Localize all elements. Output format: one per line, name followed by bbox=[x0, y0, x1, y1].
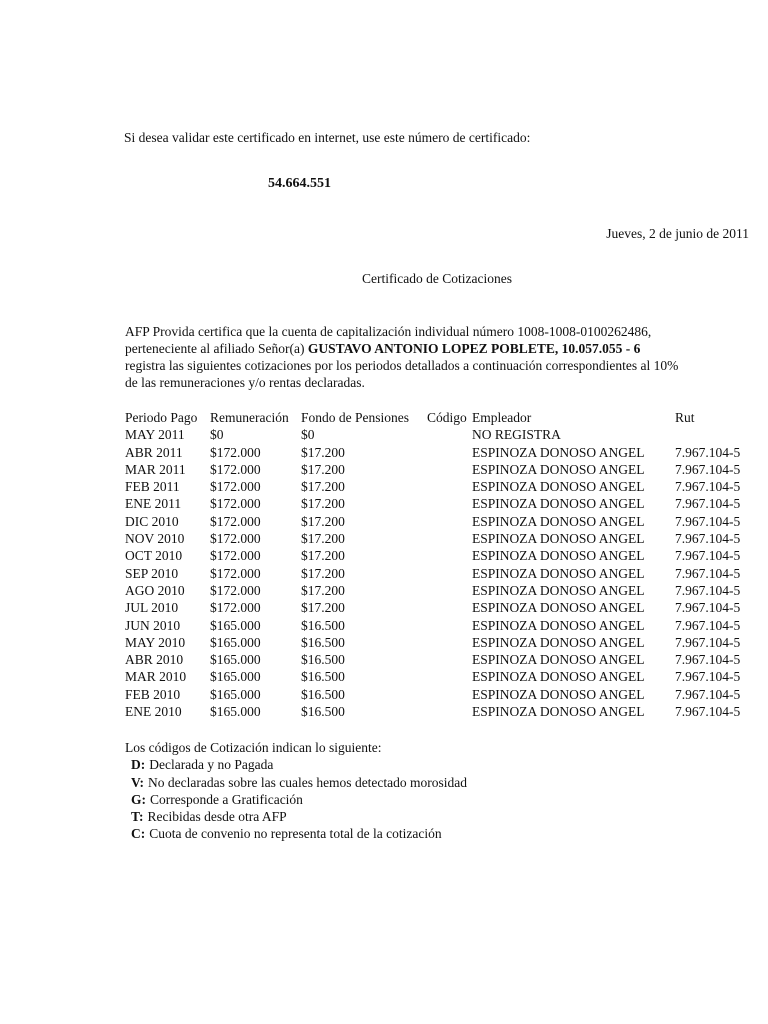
cell-rut: 7.967.104-5 bbox=[675, 600, 741, 616]
header-codigo: Código bbox=[427, 410, 467, 425]
intro-line-3: registra las siguientes cotizaciones por los periodos detallados a continuación correspondientes al 10% bbox=[125, 358, 679, 373]
legend-text: Recibidas desde otra AFP bbox=[147, 809, 287, 825]
cell-remuneracion: $165.000 bbox=[210, 617, 261, 633]
cell-rut: 7.967.104-5 bbox=[675, 634, 741, 650]
cell-periodo: DIC 2010 bbox=[125, 513, 179, 529]
cell-remuneracion: $172.000 bbox=[210, 548, 261, 564]
legend-code: V: bbox=[131, 774, 145, 790]
codes-legend bbox=[125, 739, 467, 843]
header-fondo: Fondo de Pensiones bbox=[301, 410, 409, 425]
intro-paragraph bbox=[125, 323, 755, 391]
cell-rut: 7.967.104-5 bbox=[675, 461, 741, 477]
cell-remuneracion: $172.000 bbox=[210, 531, 261, 547]
cell-remuneracion: $172.000 bbox=[210, 582, 261, 598]
cell-rut: 7.967.104-5 bbox=[675, 513, 741, 529]
affiliate-name: GUSTAVO ANTONIO LOPEZ POBLETE, 10.057.055 - 6 bbox=[307, 341, 641, 356]
validation-instructions: Si desea validar este certificado en internet, use este número de certificado: bbox=[124, 130, 531, 145]
cell-empleador: ESPINOZA DONOSO ANGEL bbox=[472, 461, 645, 477]
cell-empleador: ESPINOZA DONOSO ANGEL bbox=[472, 652, 645, 668]
cell-empleador: ESPINOZA DONOSO ANGEL bbox=[472, 669, 645, 685]
table-row bbox=[125, 599, 755, 616]
legend-code: C: bbox=[131, 826, 146, 842]
cell-fondo: $17.200 bbox=[301, 444, 345, 460]
cell-periodo: NOV 2010 bbox=[125, 531, 185, 547]
cell-remuneracion: $172.000 bbox=[210, 496, 261, 512]
cell-remuneracion: $165.000 bbox=[210, 634, 261, 650]
cell-rut: 7.967.104-5 bbox=[675, 652, 741, 668]
cell-empleador: ESPINOZA DONOSO ANGEL bbox=[472, 496, 645, 512]
cell-remuneracion: $165.000 bbox=[210, 652, 261, 668]
intro-line-2-prefix: perteneciente al afiliado Señor(a) bbox=[125, 341, 308, 356]
cell-fondo: $16.500 bbox=[301, 634, 345, 650]
cell-empleador: ESPINOZA DONOSO ANGEL bbox=[472, 634, 645, 650]
header-rut: Rut bbox=[675, 410, 695, 425]
legend-items bbox=[125, 756, 467, 842]
cell-rut: 7.967.104-5 bbox=[675, 496, 741, 512]
table-row bbox=[125, 478, 755, 495]
legend-item bbox=[125, 774, 467, 791]
certificate-number: 54.664.551 bbox=[268, 176, 331, 191]
table-row bbox=[125, 513, 755, 530]
cell-periodo: JUN 2010 bbox=[125, 617, 181, 633]
cell-remuneracion: $165.000 bbox=[210, 686, 261, 702]
cell-periodo: FEB 2011 bbox=[125, 479, 180, 495]
cell-fondo: $0 bbox=[301, 427, 315, 443]
legend-code: T: bbox=[131, 809, 144, 825]
table-header bbox=[125, 409, 755, 426]
table-row bbox=[125, 547, 755, 564]
legend-code: D: bbox=[131, 757, 146, 773]
cell-periodo: ABR 2010 bbox=[125, 652, 184, 668]
cell-rut: 7.967.104-5 bbox=[675, 479, 741, 495]
cell-rut: 7.967.104-5 bbox=[675, 548, 741, 564]
table-row bbox=[125, 651, 755, 668]
cell-empleador: ESPINOZA DONOSO ANGEL bbox=[472, 565, 645, 581]
legend-text: Declarada y no Pagada bbox=[149, 757, 274, 773]
cell-rut: 7.967.104-5 bbox=[675, 704, 741, 720]
cell-empleador: ESPINOZA DONOSO ANGEL bbox=[472, 600, 645, 616]
table-row bbox=[125, 668, 755, 685]
legend-heading: Los códigos de Cotización indican lo siguiente: bbox=[125, 740, 382, 755]
table-row bbox=[125, 565, 755, 582]
cell-periodo: MAY 2011 bbox=[125, 427, 185, 443]
cell-empleador: ESPINOZA DONOSO ANGEL bbox=[472, 704, 645, 720]
table-row bbox=[125, 530, 755, 547]
legend-text: Corresponde a Gratificación bbox=[150, 791, 303, 807]
cell-rut: 7.967.104-5 bbox=[675, 444, 741, 460]
cell-periodo: MAY 2010 bbox=[125, 634, 186, 650]
cell-remuneracion: $172.000 bbox=[210, 600, 261, 616]
cell-rut: 7.967.104-5 bbox=[675, 565, 741, 581]
cell-remuneracion: $172.000 bbox=[210, 461, 261, 477]
header-remuneracion: Remuneración bbox=[210, 410, 289, 425]
cell-rut: 7.967.104-5 bbox=[675, 669, 741, 685]
cell-empleador: ESPINOZA DONOSO ANGEL bbox=[472, 582, 645, 598]
document-title: Certificado de Cotizaciones bbox=[362, 271, 512, 286]
cell-remuneracion: $172.000 bbox=[210, 565, 261, 581]
legend-code: G: bbox=[131, 791, 146, 807]
cell-empleador: ESPINOZA DONOSO ANGEL bbox=[472, 548, 645, 564]
cell-remuneracion: $172.000 bbox=[210, 479, 261, 495]
cell-periodo: JUL 2010 bbox=[125, 600, 179, 616]
cell-periodo: MAR 2010 bbox=[125, 669, 187, 685]
cell-rut: 7.967.104-5 bbox=[675, 531, 741, 547]
cell-empleador: ESPINOZA DONOSO ANGEL bbox=[472, 531, 645, 547]
cell-remuneracion: $165.000 bbox=[210, 704, 261, 720]
table-row bbox=[125, 634, 755, 651]
table-row bbox=[125, 495, 755, 512]
table-row bbox=[125, 703, 755, 720]
table-row bbox=[125, 582, 755, 599]
cell-fondo: $16.500 bbox=[301, 669, 345, 685]
legend-text: Cuota de convenio no representa total de la cotización bbox=[149, 826, 442, 842]
cell-periodo: SEP 2010 bbox=[125, 565, 179, 581]
cell-fondo: $16.500 bbox=[301, 652, 345, 668]
cell-empleador: ESPINOZA DONOSO ANGEL bbox=[472, 479, 645, 495]
document-date: Jueves, 2 de junio de 2011 bbox=[606, 226, 749, 241]
intro-line-2 bbox=[125, 340, 755, 357]
legend-item bbox=[125, 791, 467, 808]
legend-item bbox=[125, 756, 467, 773]
legend-item bbox=[125, 825, 467, 842]
legend-item bbox=[125, 808, 467, 825]
cell-empleador: ESPINOZA DONOSO ANGEL bbox=[472, 444, 645, 460]
cell-fondo: $17.200 bbox=[301, 548, 345, 564]
cell-rut: 7.967.104-5 bbox=[675, 686, 741, 702]
cell-empleador: ESPINOZA DONOSO ANGEL bbox=[472, 686, 645, 702]
table-row bbox=[125, 686, 755, 703]
cell-remuneracion: $172.000 bbox=[210, 444, 261, 460]
cell-empleador: ESPINOZA DONOSO ANGEL bbox=[472, 513, 645, 529]
cell-fondo: $17.200 bbox=[301, 531, 345, 547]
table-row bbox=[125, 444, 755, 461]
cell-empleador: ESPINOZA DONOSO ANGEL bbox=[472, 617, 645, 633]
cell-fondo: $16.500 bbox=[301, 704, 345, 720]
cell-remuneracion: $165.000 bbox=[210, 669, 261, 685]
cell-rut: 7.967.104-5 bbox=[675, 582, 741, 598]
cell-fondo: $17.200 bbox=[301, 479, 345, 495]
cell-fondo: $17.200 bbox=[301, 513, 345, 529]
cell-periodo: ABR 2011 bbox=[125, 444, 183, 460]
cell-fondo: $17.200 bbox=[301, 582, 345, 598]
cell-periodo: FEB 2010 bbox=[125, 686, 181, 702]
cell-empleador: NO REGISTRA bbox=[472, 427, 561, 443]
cell-periodo: ENE 2010 bbox=[125, 704, 182, 720]
cell-periodo: MAR 2011 bbox=[125, 461, 186, 477]
header-empleador: Empleador bbox=[472, 410, 532, 425]
cell-fondo: $17.200 bbox=[301, 496, 345, 512]
cell-fondo: $16.500 bbox=[301, 617, 345, 633]
cell-fondo: $16.500 bbox=[301, 686, 345, 702]
table-row bbox=[125, 426, 755, 443]
cell-periodo: ENE 2011 bbox=[125, 496, 182, 512]
cell-fondo: $17.200 bbox=[301, 461, 345, 477]
legend-text: No declaradas sobre las cuales hemos detectado morosidad bbox=[148, 774, 468, 790]
table-row bbox=[125, 461, 755, 478]
table-body bbox=[125, 426, 755, 720]
cell-remuneracion: $172.000 bbox=[210, 513, 261, 529]
contributions-table bbox=[125, 409, 755, 720]
cell-rut: 7.967.104-5 bbox=[675, 617, 741, 633]
cell-periodo: OCT 2010 bbox=[125, 548, 183, 564]
cell-fondo: $17.200 bbox=[301, 565, 345, 581]
cell-remuneracion: $0 bbox=[210, 427, 224, 443]
cell-periodo: AGO 2010 bbox=[125, 582, 185, 598]
intro-line-4: de las remuneraciones y/o rentas declaradas. bbox=[125, 375, 365, 390]
table-row bbox=[125, 617, 755, 634]
header-periodo: Periodo Pago bbox=[125, 410, 198, 425]
intro-line-1: AFP Provida certifica que la cuenta de capitalización individual número 1008-1008-0100262486, bbox=[125, 324, 652, 339]
cell-fondo: $17.200 bbox=[301, 600, 345, 616]
